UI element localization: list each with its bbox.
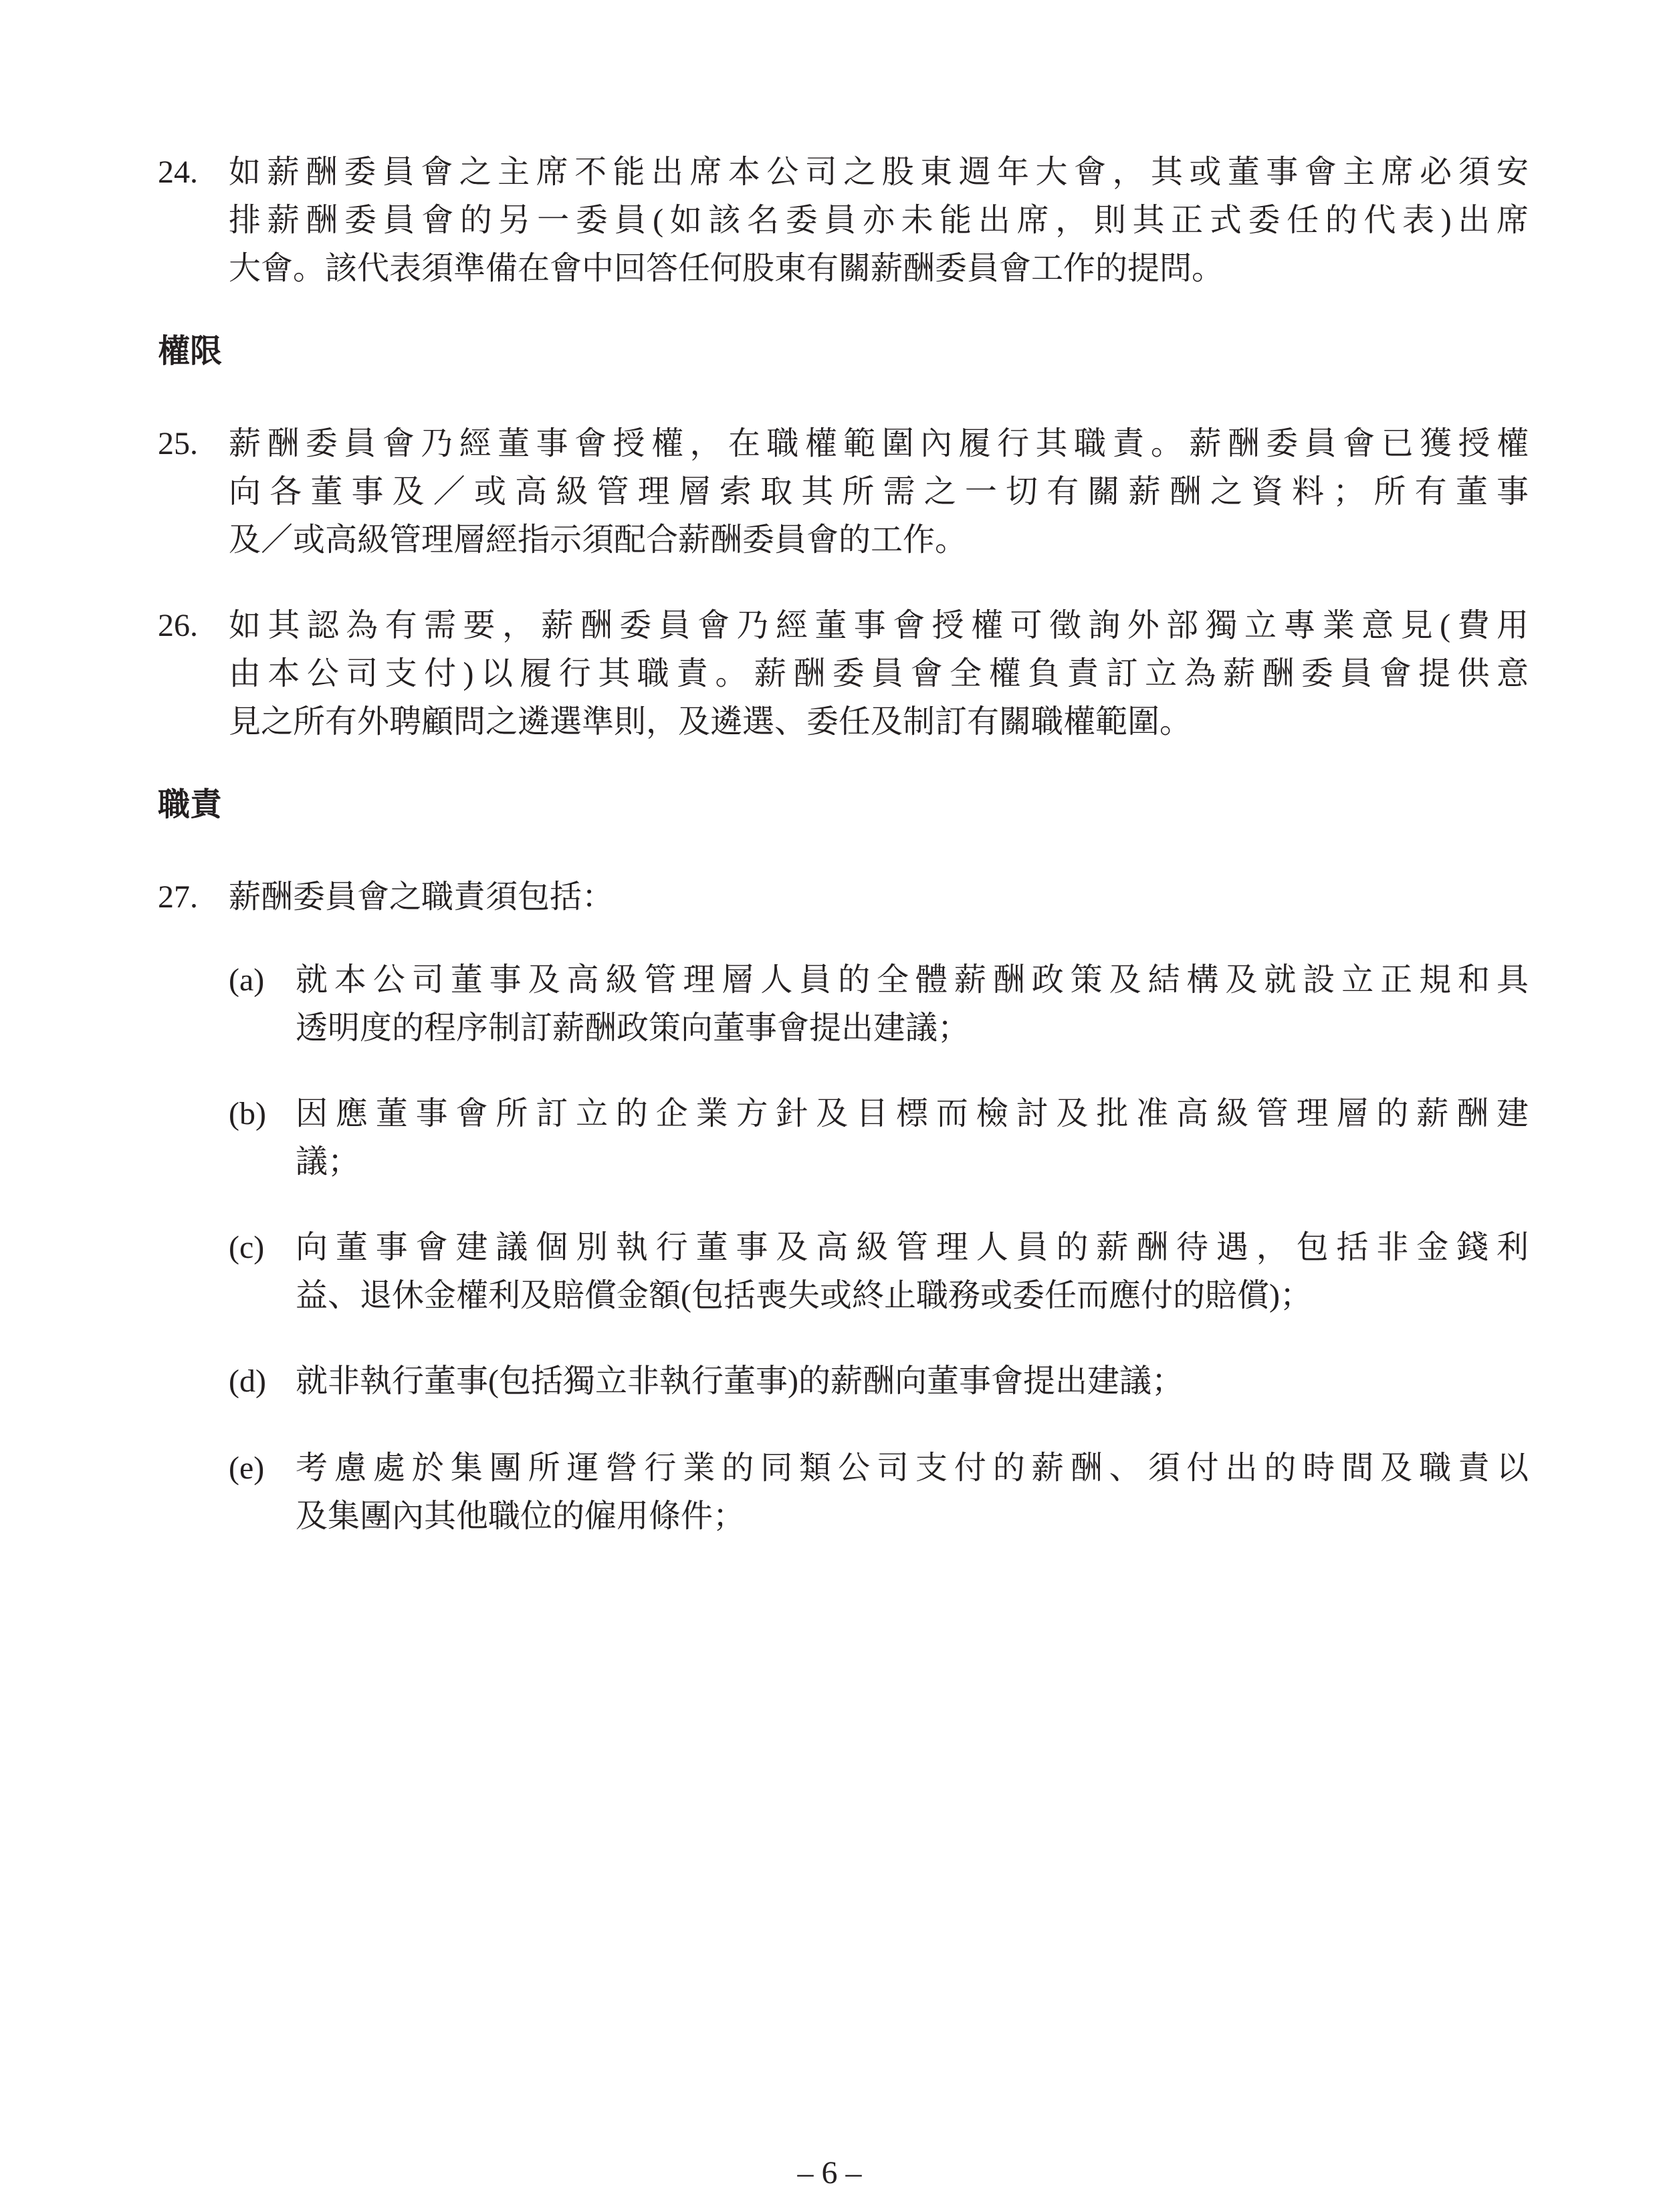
section-heading-authority: 權限 bbox=[158, 334, 223, 369]
list-item-a bbox=[229, 956, 1529, 1053]
list-item-line: 益、退休金權利及賠償金額(包括喪失或終止職務或委任而應付的賠償)； bbox=[296, 1278, 1312, 1313]
page-number: – 6 – bbox=[797, 2155, 862, 2191]
list-item-line: 就非執行董事(包括獨立非執行董事)的薪酬向董事會提出建議； bbox=[296, 1363, 1184, 1399]
paragraph-26 bbox=[158, 602, 1529, 746]
paragraph-line: 向各董事及／或高級管理層索取其所需之一切有關薪酬之資料；所有董事 bbox=[229, 474, 1529, 510]
paragraph-line: 排薪酬委員會的另一委員(如該名委員亦未能出席，則其正式委任的代表)出席 bbox=[229, 203, 1529, 238]
list-item-label: (a) bbox=[229, 962, 265, 998]
paragraph-line: 如薪酬委員會之主席不能出席本公司之股東週年大會，其或董事會主席必須安 bbox=[229, 154, 1529, 190]
paragraph-number: 27. bbox=[158, 879, 198, 915]
paragraph-27 bbox=[158, 873, 1529, 921]
paragraph-line: 由本公司支付)以履行其職責。薪酬委員會全權負責訂立為薪酬委員會提供意 bbox=[229, 656, 1529, 691]
paragraph-number: 25. bbox=[158, 426, 198, 461]
list-item-line: 考慮處於集團所運營行業的同類公司支付的薪酬、須付出的時間及職責以 bbox=[296, 1450, 1529, 1486]
list-item-line: 向董事會建議個別執行董事及高級管理人員的薪酬待遇，包括非金錢利 bbox=[296, 1230, 1529, 1265]
list-item-label: (c) bbox=[229, 1230, 265, 1265]
list-item-e bbox=[229, 1444, 1529, 1541]
paragraph-line: 見之所有外聘顧問之遴選準則，及遴選、委任及制訂有關職權範圍。 bbox=[229, 704, 1192, 740]
list-item-line: 議； bbox=[296, 1144, 360, 1180]
list-item-b bbox=[229, 1090, 1529, 1186]
list-item-label: (e) bbox=[229, 1450, 265, 1486]
list-item-line: 因應董事會所訂立的企業方針及目標而檢討及批准高級管理層的薪酬建 bbox=[296, 1096, 1529, 1131]
paragraph-number: 26. bbox=[158, 608, 198, 643]
paragraph-line: 大會。該代表須準備在會中回答任何股東有關薪酬委員會工作的提問。 bbox=[229, 251, 1224, 286]
list-item-line: 就本公司董事及高級管理層人員的全體薪酬政策及結構及就設立正規和具 bbox=[296, 962, 1529, 998]
paragraph-line: 如其認為有需要，薪酬委員會乃經董事會授權可徵詢外部獨立專業意見(費用 bbox=[229, 608, 1529, 643]
list-item-c bbox=[229, 1224, 1529, 1320]
paragraph-line: 及／或高級管理層經指示須配合薪酬委員會的工作。 bbox=[229, 522, 968, 558]
list-item-d bbox=[229, 1357, 1529, 1406]
paragraph-24 bbox=[158, 148, 1529, 293]
paragraph-line: 薪酬委員會之職責須包括： bbox=[229, 879, 615, 915]
list-item-line: 透明度的程序制訂薪酬政策向董事會提出建議； bbox=[296, 1010, 970, 1046]
list-item-line: 及集團內其他職位的僱用條件； bbox=[296, 1499, 746, 1534]
list-item-label: (b) bbox=[229, 1096, 266, 1131]
section-heading-duties: 職責 bbox=[158, 787, 223, 822]
paragraph-line: 薪酬委員會乃經董事會授權，在職權範圍內履行其職責。薪酬委員會已獲授權 bbox=[229, 426, 1529, 461]
paragraph-number: 24. bbox=[158, 154, 198, 190]
list-item-label: (d) bbox=[229, 1363, 266, 1399]
paragraph-25 bbox=[158, 420, 1529, 564]
